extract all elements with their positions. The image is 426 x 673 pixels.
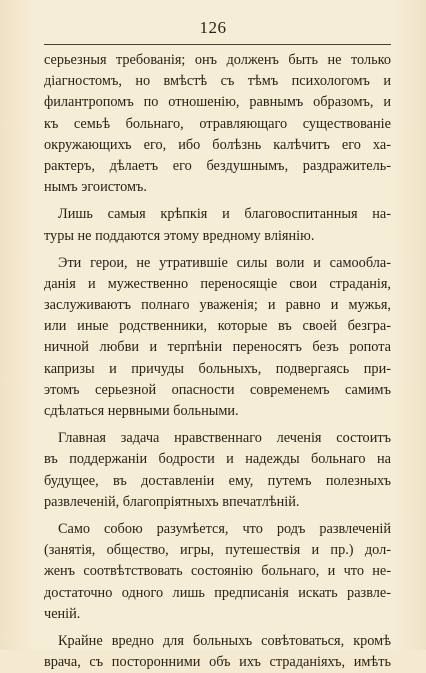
text-line: окружающихъ его, ибо болѣзнь калѣчитъ его ха-	[44, 136, 391, 153]
text-line: этомъ серьезной опасности современемъ самимъ	[44, 381, 391, 398]
paragraph	[44, 253, 391, 423]
paragraph	[44, 428, 391, 513]
text-line: туры не поддаются этому вредному вліянію.	[44, 227, 315, 244]
text-line: діагностомъ, но вмѣстѣ съ тѣмъ психологомъ и	[44, 73, 391, 90]
text-line: Крайне вредно для больныхъ совѣтоваться, кромѣ	[58, 632, 391, 649]
text-line: достаточно одного лишь предписанія искать развле-	[44, 584, 391, 601]
text-line: сдѣлаться нервными больными.	[44, 403, 239, 419]
text-line: (занятія, общество, игры, путешествія и пр.) дол-	[44, 542, 391, 559]
text-line: развлеченій, благопріятныхъ впечатлѣній.	[44, 493, 300, 510]
paragraph	[44, 519, 391, 625]
page-body	[44, 50, 391, 673]
text-line: въ поддержаніи бодрости и надежды больнаго на	[44, 451, 391, 468]
text-line: будущее, въ доставленіи ему, путемъ полезныхъ	[44, 472, 391, 489]
text-line: Эти герои, не утратившіе силы воли и самообла-	[58, 254, 391, 271]
text-line: или иные родственники, которые въ своей безгра-	[44, 318, 391, 335]
header-rule	[44, 44, 391, 45]
text-line: Само собою разумѣется, что родъ развлеченій	[58, 520, 391, 537]
text-line: нымъ эгоистомъ.	[44, 179, 148, 196]
text-line: рактеръ, дѣлаетъ его бездушнымъ, раздражитель-	[44, 157, 391, 174]
page-number: 126	[199, 18, 227, 37]
paragraph	[44, 50, 391, 198]
text-line: ченій.	[44, 605, 81, 622]
text-line: данія и мужественно переносящіе свои страданія,	[44, 275, 391, 292]
text-line: врача, съ посторонними объ ихъ страданіяхъ, имѣть	[44, 654, 391, 671]
text-line: ничной любви и терпѣніи переносятъ безъ ропота	[44, 339, 391, 356]
text-line: серьезныя требованія; онъ долженъ быть не только	[44, 52, 391, 68]
text-line: филантропомъ по отношенію, равнымъ образомъ, и	[44, 94, 391, 111]
paragraph	[44, 204, 391, 246]
text-line: капризы и причуды больныхъ, подвергаясь при-	[44, 360, 391, 377]
text-line: женъ соотвѣтствовать состоянію больнаго, и что не-	[44, 563, 391, 580]
text-line: Лишь самыя крѣпкія и благовоспитанныя на-	[58, 206, 391, 223]
paragraph	[44, 631, 391, 673]
text-line: къ семьѣ больнаго, отравляющаго существованіе	[44, 115, 391, 132]
text-line: Главная задача нравственнаго леченія состоитъ	[58, 430, 391, 447]
text-line: заслуживаютъ полнаго уваженія; и равно и мужья,	[44, 297, 391, 314]
